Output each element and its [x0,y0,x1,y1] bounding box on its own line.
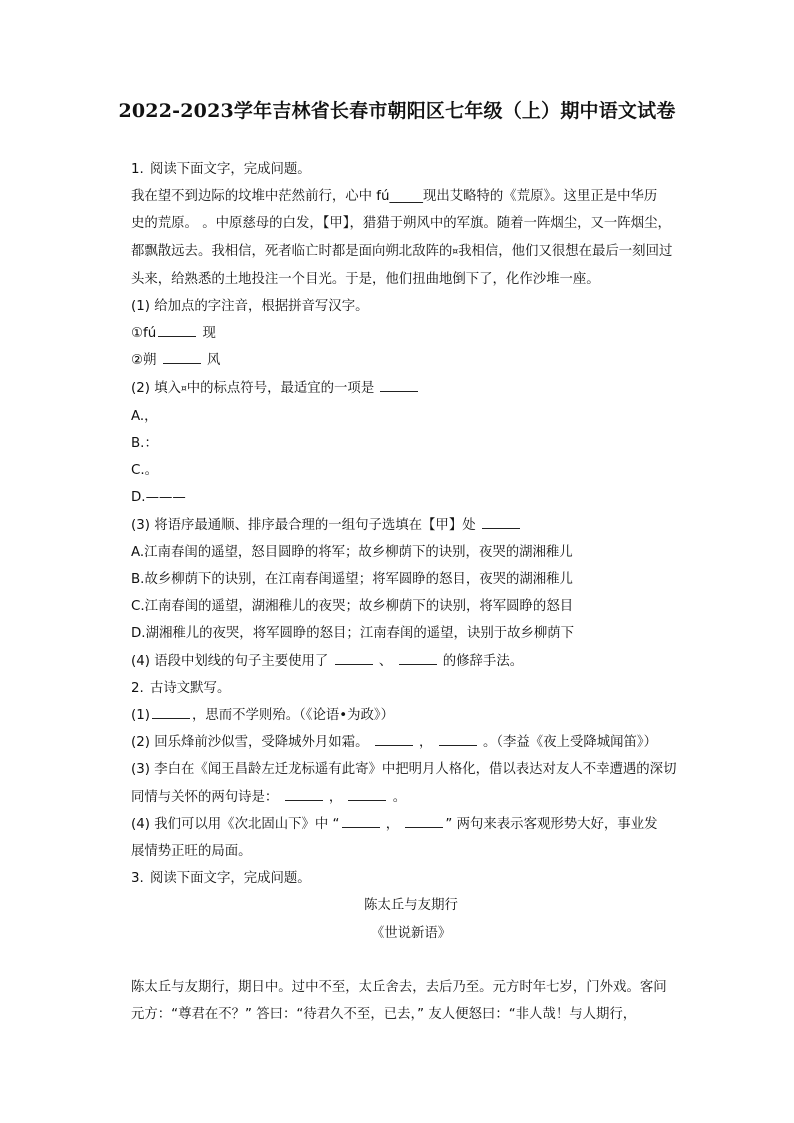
page-title: 2022-2023学年吉林省长春市朝阳区七年级（上）期中语文试卷 [118,100,676,122]
answer-blank[interactable] [439,730,477,746]
q3-number: 3. [131,871,144,887]
q1-sub2-option-a: A.， [131,408,158,424]
answer-blank[interactable] [335,649,373,665]
q1-sub2-option-d: D.——— [131,490,186,506]
q1-passage-line-4: 头来，给熟悉的土地投注一个目光。于是，他们扭曲地倒下了，化作沙堆一座。 [131,271,600,287]
q2-header [131,675,691,702]
answer-blank[interactable] [158,321,196,337]
q1-sub1-b: ②朔 风 [131,347,691,374]
answer-blank[interactable] [380,376,418,392]
q2-s2: (2) 回乐烽前沙似雪，受降城外月如霜。 ， 。（李益《夜上受降城闻笛》） [131,729,691,756]
q1-passage-line-2: 史的荒原。 。中原慈母的白发，【甲】，猎猎于朔风中的军旗。随着一阵烟尘，又一阵烟尘， [131,216,671,232]
answer-blank[interactable] [163,348,201,364]
punctuation-box-icon: ¤ [181,383,187,394]
q3-passage-line-1: 陈太丘与友期行，期日中。过中不至，太丘舍去，去后乃至。元方时年七岁，门外戏。客问 [131,979,667,995]
q2-number: 2. [131,680,144,696]
answer-blank[interactable] [348,785,386,801]
punctuation-box-icon: ¤ [452,246,459,257]
q2-s4-line-1: (4) 我们可以用《次北固山下》中 “ ， ” 两句来表示客观形势大好，事业发 [131,811,691,838]
q1-sub3-stem: (3) 将语序最通顺、排序最合理的一组句子选填在【甲】处 [131,512,691,539]
answer-blank[interactable] [285,785,323,801]
answer-blank[interactable] [342,812,380,828]
q1-sub3-option-c: C.江南春闺的遥望，湖湘稚儿的夜哭；故乡柳荫下的诀别，将军圆睁的怒目 [131,599,574,615]
answer-blank[interactable] [375,730,413,746]
q1-sub2-option-b: B.： [131,436,158,452]
spacer [131,947,691,974]
q3-text-source: 《世说新语》 [370,925,452,941]
q1-number: 1. [131,162,144,177]
q3-instruction: 阅读下面文字，完成问题。 [150,871,311,887]
q3-text-title: 陈太丘与友期行 [364,898,458,914]
answer-blank[interactable] [399,649,437,665]
document-body [131,156,691,1028]
q1-sub2-stem: (2) 填入¤中的标点符号，最适宜的一项是 [131,375,691,403]
q2-s4-line-2: 展情势正旺的局面。 [131,844,252,860]
q1-sub3-option-a: A.江南春闺的遥望，怒目圆睁的将军；故乡柳荫下的诀别，夜哭的湖湘稚儿 [131,544,573,560]
q1-passage-line-1: 我在望不到边际的坟堆中茫然前行，心中 fú_____现出艾略特的《荒原》。这里正是中华历 [131,189,658,205]
q1-passage-line-3: 都飘散远去。我相信，死者临亡时都是面向朔北敌阵的¤我相信，他们又很想在最后一刻回过 [131,243,673,259]
answer-blank[interactable] [405,812,443,828]
answer-blank[interactable] [482,513,520,529]
q3-header [131,865,691,892]
q1-sub3-option-b: B.故乡柳荫下的诀别，在江南春闺遥望；将军圆睁的怒目，夜哭的湖湘稚儿 [131,572,573,588]
q2-instruction: 古诗文默写。 [150,680,231,696]
q1-sub2-option-c: C.。 [131,463,158,479]
q1-sub4-stem: (4) 语段中划线的句子主要使用了 、 的修辞手法。 [131,648,691,675]
q1-sub3-option-d: D.湖湘稚儿的夜哭，将军圆睁的怒目；江南春闺的遥望，诀别于故乡柳荫下 [131,626,575,642]
q2-s3-line-1: (3) 李白在《闻王昌龄左迁龙标遥有此寄》中把明月人格化，借以表达对友人不幸遭遇的深切 [131,762,677,778]
answer-blank[interactable] [152,703,190,719]
q2-s1: (1) ，思而不学则殆。（《论语•为政》） [131,702,691,729]
q1-instruction: 阅读下面文字，完成问题。 [150,162,311,177]
q3-passage-line-2: 元方：“尊君在不？” 答曰：“待君久不至，已去，” 友人便怒曰：“非人哉！与人期行， [131,1007,637,1023]
q1-sub1-a: ①fú 现 [131,320,691,347]
q1-sub1-stem: (1) 给加点的字注音，根据拼音写汉字。 [131,299,369,315]
q2-s3-line-2: 同情与关怀的两句诗是： ， 。 [131,784,691,811]
q1-header [131,156,691,183]
